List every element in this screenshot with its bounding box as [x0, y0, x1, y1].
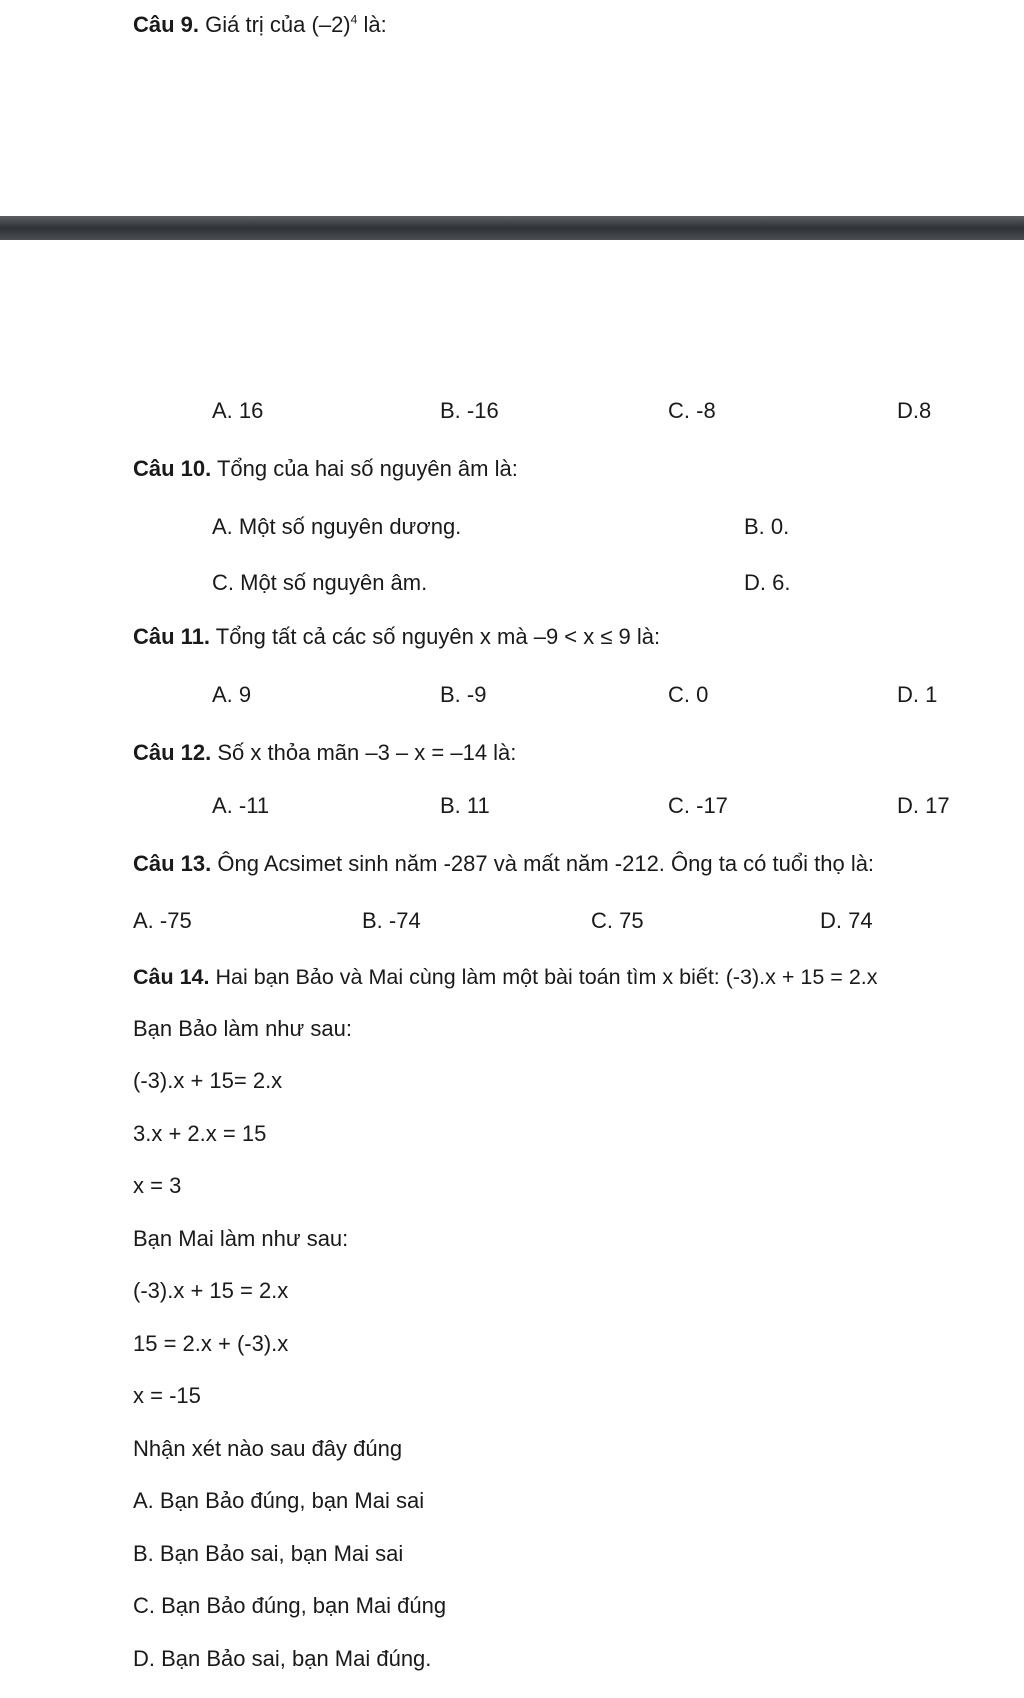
q9-option-d: D.8	[897, 398, 932, 423]
question-11-label: Câu 11.	[133, 624, 211, 649]
q12-option-a: A. -11	[212, 793, 270, 818]
q10-option-c: C. Một số nguyên âm.	[212, 570, 428, 595]
q12-option-b: B. 11	[440, 793, 490, 818]
bao-step-1: (-3).x + 15= 2.x	[133, 1068, 283, 1093]
q13-option-d: D. 74	[820, 908, 873, 933]
q13-option-a: A. -75	[133, 908, 192, 933]
q14-option-c: C. Bạn Bảo đúng, bạn Mai đúng	[133, 1593, 447, 1618]
bao-step-2: 3.x + 2.x = 15	[133, 1121, 267, 1146]
question-13-label: Câu 13.	[133, 851, 212, 876]
question-14	[133, 965, 878, 990]
question-9-exponent: 4	[350, 12, 358, 27]
question-14-text: Hai bạn Bảo và Mai cùng làm một bài toán tìm x biết: (-3).x + 15 = 2.x	[209, 965, 878, 989]
q11-option-d: D. 1	[897, 682, 938, 707]
question-11-text: Tổng tất cả các số nguyên x mà –9 < x ≤ 9 là:	[210, 624, 661, 649]
question-12	[133, 740, 516, 766]
q14-option-b: B. Bạn Bảo sai, bạn Mai sai	[133, 1541, 404, 1566]
q11-option-b: B. -9	[440, 682, 487, 707]
question-13	[133, 851, 874, 877]
question-12-label: Câu 12.	[133, 740, 212, 765]
question-9-text-end: là:	[357, 12, 387, 37]
question-13-text: Ông Acsimet sinh năm -287 và mất năm -212. Ông ta có tuổi thọ là:	[211, 851, 875, 876]
bao-intro: Bạn Bảo làm như sau:	[133, 1016, 352, 1041]
question-10-label: Câu 10.	[133, 456, 212, 481]
question-11	[133, 624, 660, 650]
q12-option-d: D. 17	[897, 793, 950, 818]
question-9-text: Giá trị của (–2)	[199, 12, 351, 37]
question-12-text: Số x thỏa mãn –3 – x = –14 là:	[211, 740, 517, 765]
q9-option-b: B. -16	[440, 398, 499, 423]
q11-option-c: C. 0	[668, 682, 709, 707]
q14-option-a: A. Bạn Bảo đúng, bạn Mai sai	[133, 1488, 425, 1513]
q13-option-c: C. 75	[591, 908, 644, 933]
q11-option-a: A. 9	[212, 682, 252, 707]
q10-option-b: B. 0.	[744, 514, 790, 539]
question-9-label: Câu 9.	[133, 12, 200, 37]
question-14-label: Câu 14.	[133, 965, 210, 989]
q14-prompt: Nhận xét nào sau đây đúng	[133, 1436, 403, 1461]
q13-option-b: B. -74	[362, 908, 421, 933]
mai-step-2: 15 = 2.x + (-3).x	[133, 1331, 289, 1356]
q12-option-c: C. -17	[668, 793, 728, 818]
page-divider	[0, 216, 1024, 240]
mai-step-1: (-3).x + 15 = 2.x	[133, 1278, 289, 1303]
question-10-text: Tổng của hai số nguyên âm là:	[211, 456, 518, 481]
q14-option-d: D. Bạn Bảo sai, bạn Mai đúng.	[133, 1646, 432, 1671]
question-10	[133, 456, 518, 482]
question-9	[133, 12, 387, 38]
mai-step-3: x = -15	[133, 1383, 201, 1408]
bao-step-3: x = 3	[133, 1173, 182, 1198]
q9-option-c: C. -8	[668, 398, 716, 423]
q9-option-a: A. 16	[212, 398, 264, 423]
q10-option-a: A. Một số nguyên dương.	[212, 514, 462, 539]
mai-intro: Bạn Mai làm như sau:	[133, 1226, 349, 1251]
q10-option-d: D. 6.	[744, 570, 791, 595]
